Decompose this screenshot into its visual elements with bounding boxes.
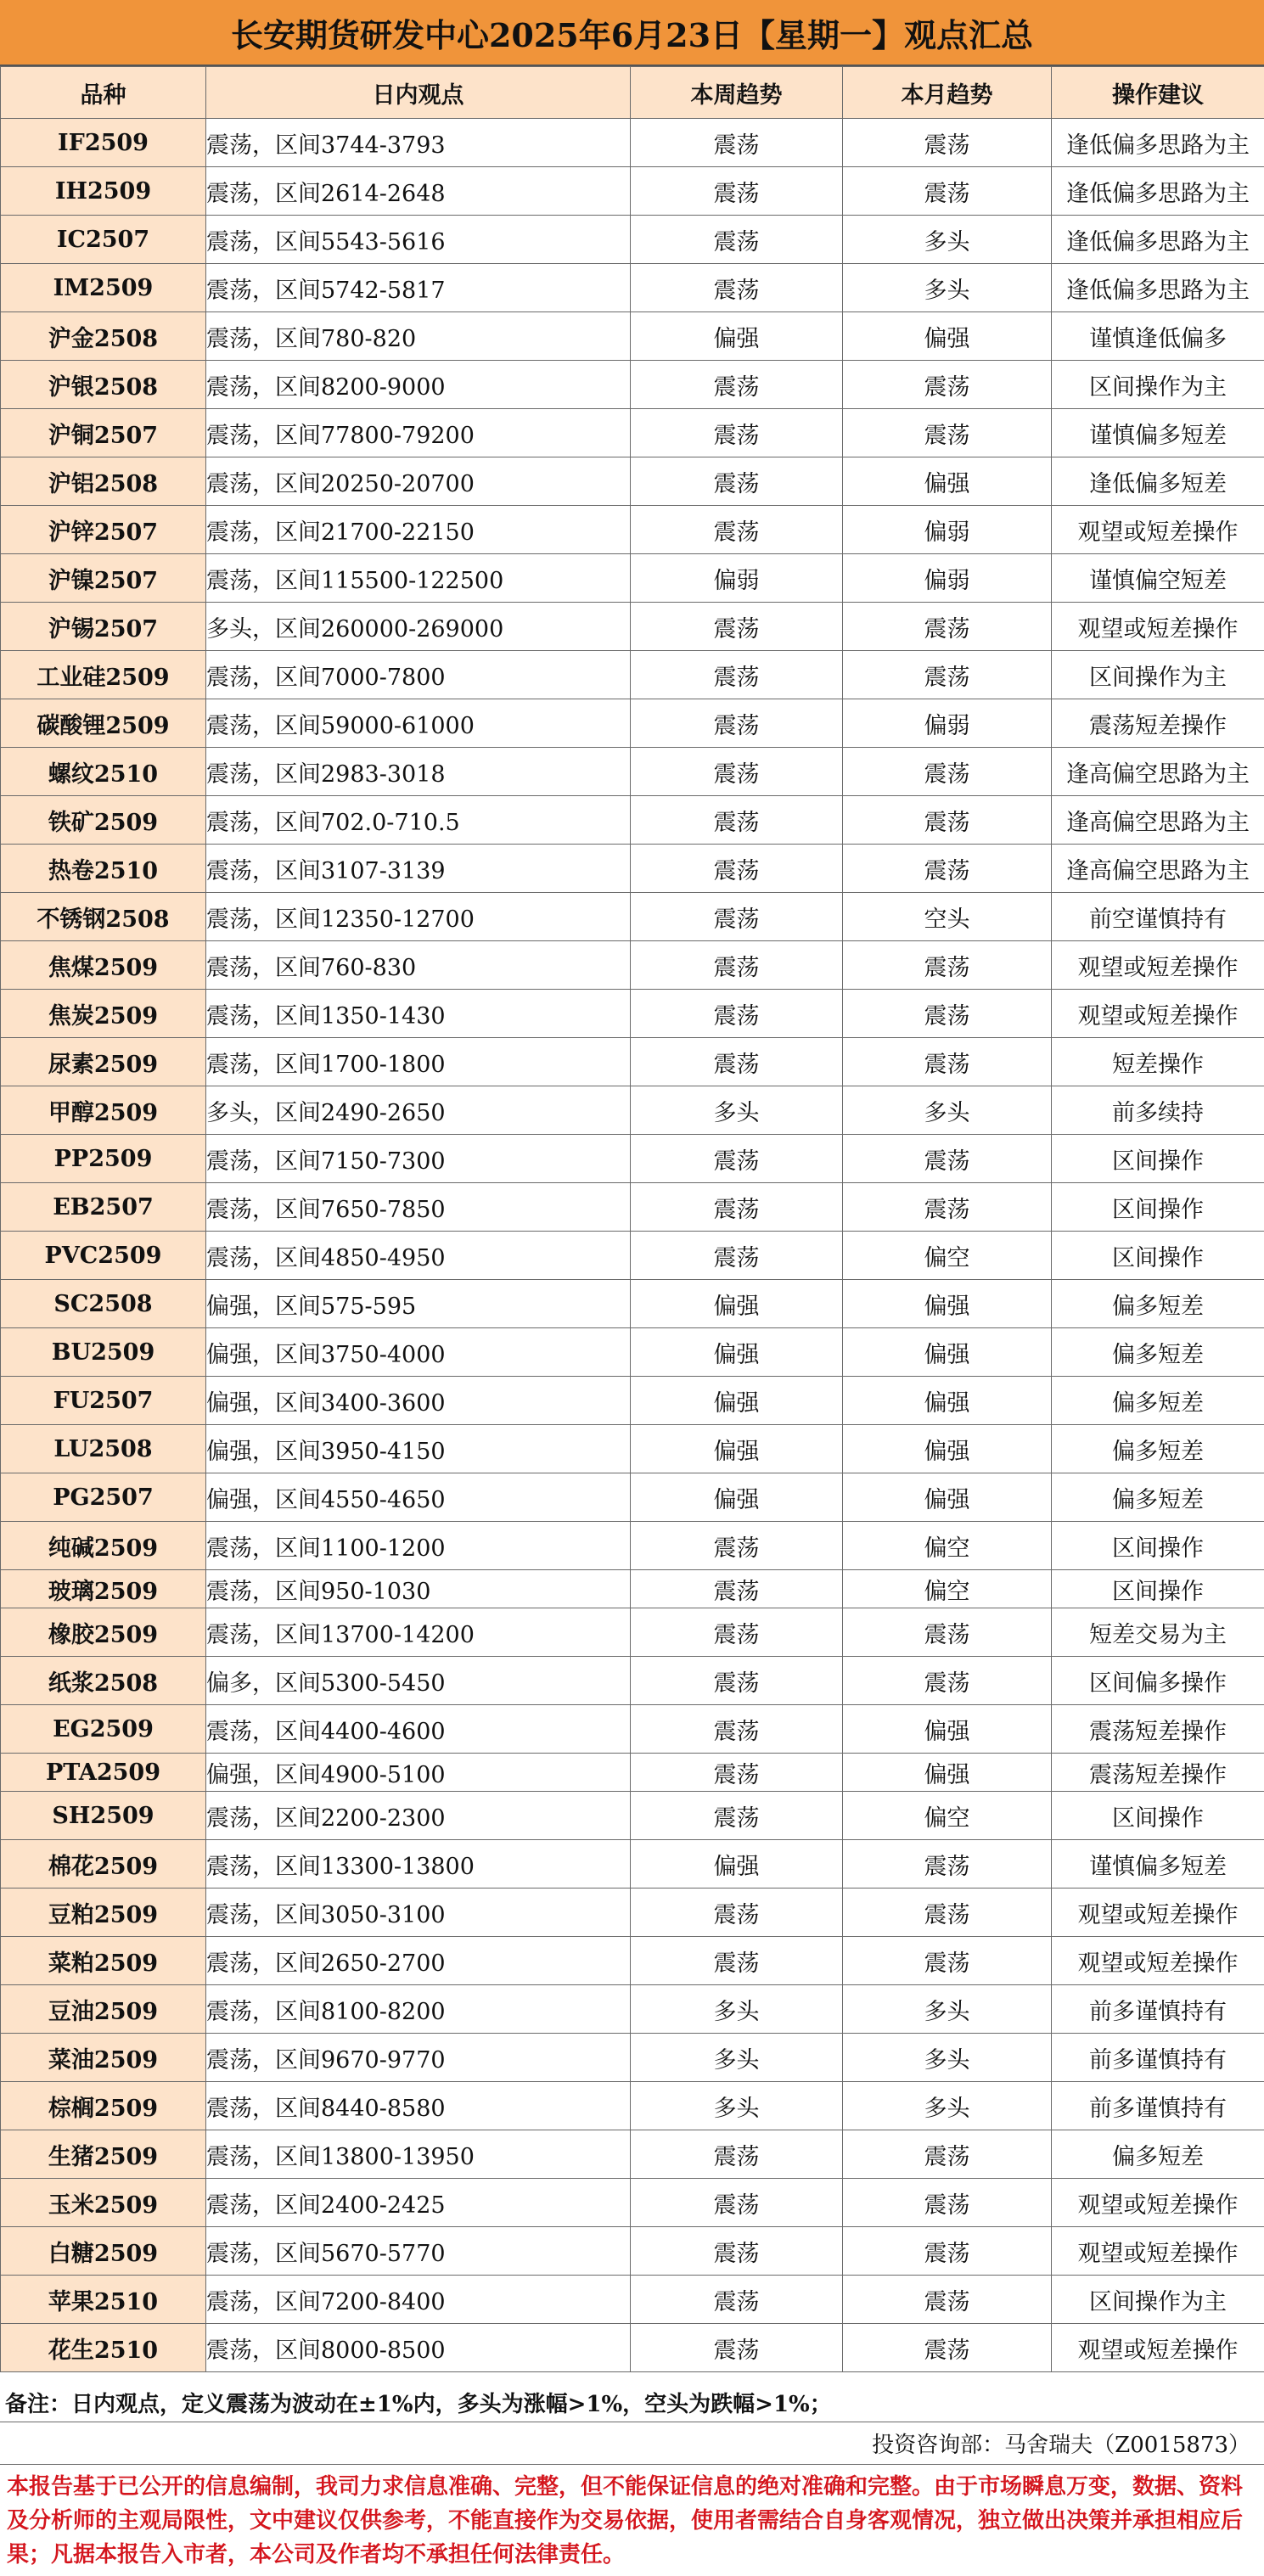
variety-cell: 白糖2509 xyxy=(1,2227,206,2276)
variety-cell: 焦煤2509 xyxy=(1,941,206,990)
week-trend-cell: 偏强 xyxy=(631,1840,843,1889)
intraday-view-cell: 震荡，区间13800-13950 xyxy=(206,2130,631,2179)
table-row xyxy=(1,1232,1264,1280)
week-trend-cell: 震荡 xyxy=(631,1183,843,1232)
week-trend-cell: 震荡 xyxy=(631,1937,843,1985)
intraday-view-cell: 震荡，区间3107-3139 xyxy=(206,845,631,893)
advice-cell: 逢高偏空思路为主 xyxy=(1052,796,1264,845)
table-row xyxy=(1,2179,1264,2227)
week-trend-cell: 震荡 xyxy=(631,361,843,409)
table-row xyxy=(1,506,1264,554)
table-row xyxy=(1,2034,1264,2082)
advice-cell: 观望或短差操作 xyxy=(1052,2227,1264,2276)
week-trend-cell: 震荡 xyxy=(631,651,843,699)
advice-cell: 偏多短差 xyxy=(1052,1377,1264,1425)
week-trend-cell: 震荡 xyxy=(631,1657,843,1705)
month-trend-cell: 多头 xyxy=(843,2082,1052,2130)
month-trend-cell: 偏强 xyxy=(843,457,1052,506)
variety-cell: FU2507 xyxy=(1,1377,206,1425)
intraday-view-cell: 震荡，区间20250-20700 xyxy=(206,457,631,506)
advice-cell: 谨慎偏多短差 xyxy=(1052,409,1264,457)
week-trend-cell: 震荡 xyxy=(631,167,843,216)
week-trend-cell: 偏弱 xyxy=(631,554,843,603)
month-trend-cell: 震荡 xyxy=(843,796,1052,845)
advice-cell: 短差操作 xyxy=(1052,1038,1264,1086)
week-trend-cell: 震荡 xyxy=(631,216,843,264)
variety-cell: PVC2509 xyxy=(1,1232,206,1280)
variety-cell: 沪锌2507 xyxy=(1,506,206,554)
table-row xyxy=(1,748,1264,796)
table-row xyxy=(1,893,1264,941)
month-trend-cell: 偏强 xyxy=(843,1705,1052,1754)
week-trend-cell: 偏强 xyxy=(631,1473,843,1522)
month-trend-cell: 偏弱 xyxy=(843,506,1052,554)
col-header-week: 本周趋势 xyxy=(631,67,843,119)
week-trend-cell: 震荡 xyxy=(631,1135,843,1183)
month-trend-cell: 偏弱 xyxy=(843,554,1052,603)
intraday-view-cell: 震荡，区间115500-122500 xyxy=(206,554,631,603)
variety-cell: BU2509 xyxy=(1,1328,206,1377)
view-table xyxy=(0,66,1264,2372)
intraday-view-cell: 震荡，区间3050-3100 xyxy=(206,1889,631,1937)
variety-cell: 棕榈2509 xyxy=(1,2082,206,2130)
intraday-view-cell: 震荡，区间7650-7850 xyxy=(206,1183,631,1232)
intraday-view-cell: 震荡，区间2200-2300 xyxy=(206,1792,631,1840)
month-trend-cell: 震荡 xyxy=(843,2324,1052,2372)
variety-cell: 沪铝2508 xyxy=(1,457,206,506)
variety-cell: 玻璃2509 xyxy=(1,1570,206,1608)
advice-cell: 区间操作 xyxy=(1052,1792,1264,1840)
table-row xyxy=(1,1889,1264,1937)
intraday-view-cell: 震荡，区间8440-8580 xyxy=(206,2082,631,2130)
variety-cell: 碳酸锂2509 xyxy=(1,699,206,748)
table-body xyxy=(1,119,1264,2372)
advice-cell: 偏多短差 xyxy=(1052,1425,1264,1473)
variety-cell: 沪铜2507 xyxy=(1,409,206,457)
advice-cell: 逢低偏多思路为主 xyxy=(1052,167,1264,216)
variety-cell: EB2507 xyxy=(1,1183,206,1232)
variety-cell: 工业硅2509 xyxy=(1,651,206,699)
variety-cell: 沪金2508 xyxy=(1,312,206,361)
intraday-view-cell: 震荡，区间1100-1200 xyxy=(206,1522,631,1570)
month-trend-cell: 震荡 xyxy=(843,748,1052,796)
variety-cell: 花生2510 xyxy=(1,2324,206,2372)
intraday-view-cell: 震荡，区间59000-61000 xyxy=(206,699,631,748)
table-row xyxy=(1,2227,1264,2276)
intraday-view-cell: 震荡，区间5543-5616 xyxy=(206,216,631,264)
month-trend-cell: 偏强 xyxy=(843,1754,1052,1792)
report-title: 长安期货研发中心2025年6月23日【星期一】观点汇总 xyxy=(0,0,1264,66)
week-trend-cell: 震荡 xyxy=(631,2130,843,2179)
month-trend-cell: 震荡 xyxy=(843,1038,1052,1086)
table-row xyxy=(1,312,1264,361)
intraday-view-cell: 震荡，区间8000-8500 xyxy=(206,2324,631,2372)
month-trend-cell: 多头 xyxy=(843,1086,1052,1135)
week-trend-cell: 偏强 xyxy=(631,1328,843,1377)
advice-cell: 谨慎逢低偏多 xyxy=(1052,312,1264,361)
intraday-view-cell: 震荡，区间2400-2425 xyxy=(206,2179,631,2227)
table-row xyxy=(1,603,1264,651)
advice-cell: 区间操作 xyxy=(1052,1183,1264,1232)
intraday-view-cell: 震荡，区间3744-3793 xyxy=(206,119,631,167)
col-header-advice: 操作建议 xyxy=(1052,67,1264,119)
week-trend-cell: 震荡 xyxy=(631,845,843,893)
month-trend-cell: 偏空 xyxy=(843,1792,1052,1840)
variety-cell: 棉花2509 xyxy=(1,1840,206,1889)
week-trend-cell: 震荡 xyxy=(631,1522,843,1570)
intraday-view-cell: 震荡，区间2650-2700 xyxy=(206,1937,631,1985)
intraday-view-cell: 震荡，区间13700-14200 xyxy=(206,1608,631,1657)
table-row xyxy=(1,941,1264,990)
variety-cell: 铁矿2509 xyxy=(1,796,206,845)
week-trend-cell: 震荡 xyxy=(631,748,843,796)
intraday-view-cell: 震荡，区间9670-9770 xyxy=(206,2034,631,2082)
table-row xyxy=(1,1570,1264,1608)
month-trend-cell: 多头 xyxy=(843,264,1052,312)
month-trend-cell: 偏弱 xyxy=(843,699,1052,748)
week-trend-cell: 震荡 xyxy=(631,457,843,506)
intraday-view-cell: 震荡，区间13300-13800 xyxy=(206,1840,631,1889)
advice-cell: 观望或短差操作 xyxy=(1052,2179,1264,2227)
week-trend-cell: 震荡 xyxy=(631,264,843,312)
advice-cell: 短差交易为主 xyxy=(1052,1608,1264,1657)
month-trend-cell: 多头 xyxy=(843,1985,1052,2034)
table-row xyxy=(1,1657,1264,1705)
advice-cell: 偏多短差 xyxy=(1052,2130,1264,2179)
table-row xyxy=(1,361,1264,409)
variety-cell: 豆油2509 xyxy=(1,1985,206,2034)
month-trend-cell: 震荡 xyxy=(843,361,1052,409)
week-trend-cell: 多头 xyxy=(631,1985,843,2034)
table-row xyxy=(1,1840,1264,1889)
advice-cell: 前多谨慎持有 xyxy=(1052,1985,1264,2034)
week-trend-cell: 震荡 xyxy=(631,796,843,845)
advice-cell: 观望或短差操作 xyxy=(1052,506,1264,554)
advice-cell: 震荡短差操作 xyxy=(1052,699,1264,748)
variety-cell: 纸浆2508 xyxy=(1,1657,206,1705)
week-trend-cell: 震荡 xyxy=(631,2227,843,2276)
advice-cell: 观望或短差操作 xyxy=(1052,1889,1264,1937)
week-trend-cell: 震荡 xyxy=(631,506,843,554)
advice-cell: 震荡短差操作 xyxy=(1052,1754,1264,1792)
intraday-view-cell: 震荡，区间7150-7300 xyxy=(206,1135,631,1183)
month-trend-cell: 偏强 xyxy=(843,1328,1052,1377)
table-row xyxy=(1,845,1264,893)
advice-cell: 前多续持 xyxy=(1052,1086,1264,1135)
month-trend-cell: 震荡 xyxy=(843,990,1052,1038)
advice-cell: 区间操作 xyxy=(1052,1570,1264,1608)
intraday-view-cell: 震荡，区间12350-12700 xyxy=(206,893,631,941)
intraday-view-cell: 震荡，区间21700-22150 xyxy=(206,506,631,554)
table-row xyxy=(1,796,1264,845)
table-row xyxy=(1,2276,1264,2324)
week-trend-cell: 震荡 xyxy=(631,2179,843,2227)
variety-cell: 螺纹2510 xyxy=(1,748,206,796)
variety-cell: SC2508 xyxy=(1,1280,206,1328)
intraday-view-cell: 震荡，区间2614-2648 xyxy=(206,167,631,216)
table-row xyxy=(1,1377,1264,1425)
advice-cell: 偏多短差 xyxy=(1052,1328,1264,1377)
month-trend-cell: 震荡 xyxy=(843,1937,1052,1985)
table-row xyxy=(1,990,1264,1038)
intraday-view-cell: 震荡，区间4400-4600 xyxy=(206,1705,631,1754)
variety-cell: 橡胶2509 xyxy=(1,1608,206,1657)
intraday-view-cell: 震荡，区间950-1030 xyxy=(206,1570,631,1608)
month-trend-cell: 震荡 xyxy=(843,1889,1052,1937)
advice-cell: 区间操作为主 xyxy=(1052,651,1264,699)
month-trend-cell: 震荡 xyxy=(843,2179,1052,2227)
table-row xyxy=(1,119,1264,167)
table-row xyxy=(1,264,1264,312)
month-trend-cell: 震荡 xyxy=(843,845,1052,893)
table-row xyxy=(1,2130,1264,2179)
variety-cell: EG2509 xyxy=(1,1705,206,1754)
intraday-view-cell: 震荡，区间5670-5770 xyxy=(206,2227,631,2276)
table-row xyxy=(1,2082,1264,2130)
table-row xyxy=(1,1985,1264,2034)
week-trend-cell: 震荡 xyxy=(631,2324,843,2372)
month-trend-cell: 偏空 xyxy=(843,1232,1052,1280)
variety-cell: SH2509 xyxy=(1,1792,206,1840)
col-header-intraday: 日内观点 xyxy=(206,67,631,119)
week-trend-cell: 震荡 xyxy=(631,1792,843,1840)
variety-cell: 热卷2510 xyxy=(1,845,206,893)
variety-cell: 纯碱2509 xyxy=(1,1522,206,1570)
intraday-view-cell: 偏强，区间4550-4650 xyxy=(206,1473,631,1522)
table-row xyxy=(1,1522,1264,1570)
advice-cell: 偏多短差 xyxy=(1052,1473,1264,1522)
variety-cell: 沪镍2507 xyxy=(1,554,206,603)
table-row xyxy=(1,1280,1264,1328)
intraday-view-cell: 震荡，区间702.0-710.5 xyxy=(206,796,631,845)
advice-cell: 逢高偏空思路为主 xyxy=(1052,845,1264,893)
variety-cell: 玉米2509 xyxy=(1,2179,206,2227)
month-trend-cell: 偏强 xyxy=(843,1425,1052,1473)
col-header-month: 本月趋势 xyxy=(843,67,1052,119)
intraday-view-cell: 震荡，区间1700-1800 xyxy=(206,1038,631,1086)
advice-cell: 观望或短差操作 xyxy=(1052,603,1264,651)
month-trend-cell: 震荡 xyxy=(843,1608,1052,1657)
table-row xyxy=(1,651,1264,699)
advice-cell: 偏多短差 xyxy=(1052,1280,1264,1328)
month-trend-cell: 多头 xyxy=(843,2034,1052,2082)
variety-cell: 豆粕2509 xyxy=(1,1889,206,1937)
week-trend-cell: 震荡 xyxy=(631,2276,843,2324)
advice-cell: 区间偏多操作 xyxy=(1052,1657,1264,1705)
table-row xyxy=(1,1038,1264,1086)
table-row xyxy=(1,1608,1264,1657)
month-trend-cell: 偏强 xyxy=(843,312,1052,361)
table-header-row xyxy=(1,67,1264,119)
variety-cell: IM2509 xyxy=(1,264,206,312)
advice-cell: 区间操作为主 xyxy=(1052,2276,1264,2324)
week-trend-cell: 震荡 xyxy=(631,603,843,651)
variety-cell: PG2507 xyxy=(1,1473,206,1522)
table-row xyxy=(1,1086,1264,1135)
variety-cell: 不锈钢2508 xyxy=(1,893,206,941)
table-row xyxy=(1,216,1264,264)
month-trend-cell: 偏强 xyxy=(843,1473,1052,1522)
advice-cell: 观望或短差操作 xyxy=(1052,1937,1264,1985)
week-trend-cell: 震荡 xyxy=(631,409,843,457)
month-trend-cell: 震荡 xyxy=(843,1657,1052,1705)
advice-cell: 观望或短差操作 xyxy=(1052,2324,1264,2372)
week-trend-cell: 偏强 xyxy=(631,1280,843,1328)
week-trend-cell: 震荡 xyxy=(631,119,843,167)
week-trend-cell: 震荡 xyxy=(631,1889,843,1937)
intraday-view-cell: 震荡，区间7200-8400 xyxy=(206,2276,631,2324)
advice-cell: 前多谨慎持有 xyxy=(1052,2034,1264,2082)
table-row xyxy=(1,1937,1264,1985)
month-trend-cell: 震荡 xyxy=(843,1840,1052,1889)
week-trend-cell: 震荡 xyxy=(631,1754,843,1792)
month-trend-cell: 震荡 xyxy=(843,119,1052,167)
intraday-view-cell: 震荡，区间8100-8200 xyxy=(206,1985,631,2034)
week-trend-cell: 偏强 xyxy=(631,1377,843,1425)
variety-cell: 苹果2510 xyxy=(1,2276,206,2324)
month-trend-cell: 震荡 xyxy=(843,2130,1052,2179)
variety-cell: 焦炭2509 xyxy=(1,990,206,1038)
advice-cell: 逢低偏多思路为主 xyxy=(1052,119,1264,167)
table-row xyxy=(1,1425,1264,1473)
table-row xyxy=(1,699,1264,748)
variety-cell: LU2508 xyxy=(1,1425,206,1473)
month-trend-cell: 多头 xyxy=(843,216,1052,264)
advice-cell: 区间操作为主 xyxy=(1052,361,1264,409)
intraday-view-cell: 偏强，区间3950-4150 xyxy=(206,1425,631,1473)
intraday-view-cell: 震荡，区间7000-7800 xyxy=(206,651,631,699)
advice-cell: 谨慎偏空短差 xyxy=(1052,554,1264,603)
advice-cell: 前多谨慎持有 xyxy=(1052,2082,1264,2130)
advice-cell: 逢高偏空思路为主 xyxy=(1052,748,1264,796)
month-trend-cell: 震荡 xyxy=(843,603,1052,651)
remark-note: 备注：日内观点，定义震荡为波动在±1%内，多头为涨幅>1%，空头为跌幅>1%； xyxy=(0,2383,1264,2422)
table-row xyxy=(1,2324,1264,2372)
advice-cell: 观望或短差操作 xyxy=(1052,990,1264,1038)
variety-cell: PP2509 xyxy=(1,1135,206,1183)
week-trend-cell: 震荡 xyxy=(631,893,843,941)
intraday-view-cell: 震荡，区间2983-3018 xyxy=(206,748,631,796)
table-row xyxy=(1,167,1264,216)
week-trend-cell: 震荡 xyxy=(631,1608,843,1657)
intraday-view-cell: 多头，区间2490-2650 xyxy=(206,1086,631,1135)
variety-cell: 菜油2509 xyxy=(1,2034,206,2082)
advice-cell: 前空谨慎持有 xyxy=(1052,893,1264,941)
variety-cell: 沪银2508 xyxy=(1,361,206,409)
advice-cell: 区间操作 xyxy=(1052,1232,1264,1280)
variety-cell: 菜粕2509 xyxy=(1,1937,206,1985)
week-trend-cell: 偏强 xyxy=(631,1425,843,1473)
table-row xyxy=(1,1135,1264,1183)
intraday-view-cell: 震荡，区间5742-5817 xyxy=(206,264,631,312)
table-row xyxy=(1,1328,1264,1377)
month-trend-cell: 偏空 xyxy=(843,1522,1052,1570)
intraday-view-cell: 震荡，区间8200-9000 xyxy=(206,361,631,409)
table-row xyxy=(1,1473,1264,1522)
month-trend-cell: 偏强 xyxy=(843,1280,1052,1328)
month-trend-cell: 空头 xyxy=(843,893,1052,941)
table-row xyxy=(1,1792,1264,1840)
col-header-variety: 品种 xyxy=(1,67,206,119)
intraday-view-cell: 震荡，区间760-830 xyxy=(206,941,631,990)
month-trend-cell: 震荡 xyxy=(843,1183,1052,1232)
variety-cell: 沪锡2507 xyxy=(1,603,206,651)
week-trend-cell: 震荡 xyxy=(631,1232,843,1280)
intraday-view-cell: 震荡，区间4850-4950 xyxy=(206,1232,631,1280)
month-trend-cell: 震荡 xyxy=(843,941,1052,990)
variety-cell: PTA2509 xyxy=(1,1754,206,1792)
variety-cell: IF2509 xyxy=(1,119,206,167)
intraday-view-cell: 偏强，区间3750-4000 xyxy=(206,1328,631,1377)
intraday-view-cell: 震荡，区间1350-1430 xyxy=(206,990,631,1038)
table-row xyxy=(1,1705,1264,1754)
variety-cell: 甲醇2509 xyxy=(1,1086,206,1135)
variety-cell: 生猪2509 xyxy=(1,2130,206,2179)
week-trend-cell: 震荡 xyxy=(631,1570,843,1608)
intraday-view-cell: 偏多，区间5300-5450 xyxy=(206,1657,631,1705)
table-row xyxy=(1,409,1264,457)
table-row xyxy=(1,1183,1264,1232)
contact-info: 投资咨询部：马舍瑞夫（Z0015873） xyxy=(0,2422,1264,2465)
advice-cell: 区间操作 xyxy=(1052,1522,1264,1570)
variety-cell: 尿素2509 xyxy=(1,1038,206,1086)
month-trend-cell: 震荡 xyxy=(843,2276,1052,2324)
variety-cell: IC2507 xyxy=(1,216,206,264)
week-trend-cell: 偏强 xyxy=(631,312,843,361)
table-row xyxy=(1,554,1264,603)
month-trend-cell: 震荡 xyxy=(843,409,1052,457)
month-trend-cell: 偏强 xyxy=(843,1377,1052,1425)
advice-cell: 谨慎偏多短差 xyxy=(1052,1840,1264,1889)
table-row xyxy=(1,1754,1264,1792)
intraday-view-cell: 震荡，区间77800-79200 xyxy=(206,409,631,457)
advice-cell: 观望或短差操作 xyxy=(1052,941,1264,990)
intraday-view-cell: 偏强，区间575-595 xyxy=(206,1280,631,1328)
advice-cell: 逢低偏多思路为主 xyxy=(1052,216,1264,264)
advice-cell: 震荡短差操作 xyxy=(1052,1705,1264,1754)
week-trend-cell: 多头 xyxy=(631,1086,843,1135)
intraday-view-cell: 偏强，区间4900-5100 xyxy=(206,1754,631,1792)
week-trend-cell: 震荡 xyxy=(631,699,843,748)
week-trend-cell: 多头 xyxy=(631,2034,843,2082)
intraday-view-cell: 多头，区间260000-269000 xyxy=(206,603,631,651)
month-trend-cell: 震荡 xyxy=(843,167,1052,216)
advice-cell: 逢低偏多思路为主 xyxy=(1052,264,1264,312)
table-row xyxy=(1,457,1264,506)
variety-cell: IH2509 xyxy=(1,167,206,216)
week-trend-cell: 震荡 xyxy=(631,1038,843,1086)
intraday-view-cell: 震荡，区间780-820 xyxy=(206,312,631,361)
advice-cell: 区间操作 xyxy=(1052,1135,1264,1183)
week-trend-cell: 震荡 xyxy=(631,941,843,990)
week-trend-cell: 震荡 xyxy=(631,990,843,1038)
week-trend-cell: 多头 xyxy=(631,2082,843,2130)
month-trend-cell: 震荡 xyxy=(843,651,1052,699)
month-trend-cell: 震荡 xyxy=(843,1135,1052,1183)
month-trend-cell: 偏空 xyxy=(843,1570,1052,1608)
month-trend-cell: 震荡 xyxy=(843,2227,1052,2276)
week-trend-cell: 震荡 xyxy=(631,1705,843,1754)
disclaimer-text: 本报告基于已公开的信息编制，我司力求信息准确、完整，但不能保证信息的绝对准确和完整。由于市场瞬息万变，数据、资料及分析师的主观局限性，文中建议仅供参考，不能直接作为交易依据，使用者需结合自身客观情况，独立做出决策并承担相应后果；凡据本报告入市者，本公司及作者均不承担任何法律责任。 xyxy=(7,2474,1244,2568)
advice-cell: 逢低偏多短差 xyxy=(1052,457,1264,506)
intraday-view-cell: 偏强，区间3400-3600 xyxy=(206,1377,631,1425)
